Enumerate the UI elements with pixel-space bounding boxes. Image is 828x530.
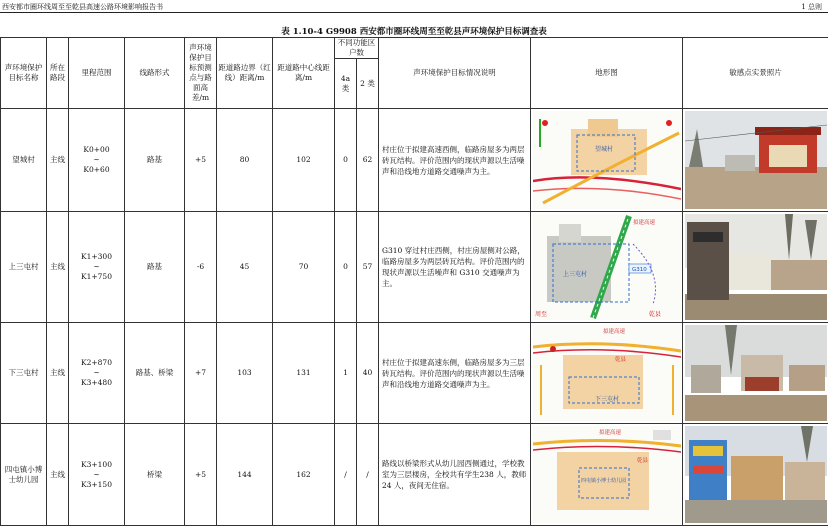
col-dist-center-header: 距道路中心线距离/m bbox=[273, 38, 335, 109]
dist-center: 162 bbox=[273, 424, 335, 526]
dist-edge: 80 bbox=[217, 109, 273, 212]
map-label: 上三屯村 bbox=[563, 271, 588, 278]
map-top-label: 拟建高速 bbox=[603, 329, 626, 335]
households-2: 57 bbox=[357, 212, 379, 323]
photo-cell bbox=[683, 323, 828, 424]
site-photo bbox=[685, 214, 827, 320]
col-segment-header: 所在路段 bbox=[47, 38, 69, 109]
mileage bbox=[69, 109, 125, 212]
mileage-end: K3+480 bbox=[81, 378, 112, 387]
road-form: 桥梁 bbox=[125, 424, 185, 526]
road-form: 路基 bbox=[125, 109, 185, 212]
col-4a-header: 4a 类 bbox=[335, 59, 357, 109]
map-top-label: 拟建高速 bbox=[633, 220, 656, 226]
description: 路线以桥梁形式从幼儿园西侧通过，学校教室为三层楼房，全校共有学生238 人，教师 24 人，夜间无住宿。 bbox=[379, 424, 531, 526]
table-row bbox=[1, 424, 828, 526]
table-row bbox=[1, 109, 828, 212]
mileage bbox=[69, 212, 125, 323]
col-desc-header: 声环境保护目标情况说明 bbox=[379, 38, 531, 109]
page-header bbox=[0, 0, 828, 14]
dist-edge: 45 bbox=[217, 212, 273, 323]
header-chapter: 1 总则 bbox=[801, 3, 822, 11]
map-north-label: 周至 bbox=[535, 311, 548, 318]
map-cell bbox=[531, 424, 683, 526]
col-form-header: 线路形式 bbox=[125, 38, 185, 109]
terrain-map bbox=[533, 325, 681, 421]
map-cell bbox=[531, 212, 683, 323]
description: 村庄位于拟建高速西侧，临路房屋多为两层砖瓦结构。评价范围内的现状声源以生活噪声和沿线地方道路交通噪声为主。 bbox=[379, 109, 531, 212]
households-4a: 0 bbox=[335, 212, 357, 323]
map-cell bbox=[531, 323, 683, 424]
height-diff: -6 bbox=[185, 212, 217, 323]
road-form: 路基 bbox=[125, 212, 185, 323]
height-diff: +5 bbox=[185, 424, 217, 526]
photo-cell bbox=[683, 424, 828, 526]
segment: 主线 bbox=[47, 212, 69, 323]
households-4a: / bbox=[335, 424, 357, 526]
households-4a: 0 bbox=[335, 109, 357, 212]
height-diff: +7 bbox=[185, 323, 217, 424]
households-2: / bbox=[357, 424, 379, 526]
target-name: 望城村 bbox=[1, 109, 47, 212]
col-mileage-header: 里程范围 bbox=[69, 38, 125, 109]
target-name: 下三屯村 bbox=[1, 323, 47, 424]
mileage-end: K3+150 bbox=[81, 479, 112, 489]
table-row bbox=[1, 323, 828, 424]
header-doc-title: 西安都市圈环线周至至乾县高速公路环境影响报告书 bbox=[2, 3, 163, 11]
map-label: 望城村 bbox=[595, 146, 614, 153]
mileage-tilde: ~ bbox=[93, 469, 100, 479]
photo-cell bbox=[683, 109, 828, 212]
terrain-map bbox=[533, 111, 681, 209]
col-name-header: 声环境保护目标名称 bbox=[1, 38, 47, 109]
households-4a: 1 bbox=[335, 323, 357, 424]
dist-edge: 144 bbox=[217, 424, 273, 526]
mileage-start: K3+100 bbox=[81, 459, 112, 469]
map-road-label: G310 bbox=[632, 267, 647, 273]
terrain-map bbox=[533, 426, 681, 523]
target-name: 四屯镇小博士幼儿园 bbox=[1, 424, 47, 526]
dist-center: 102 bbox=[273, 109, 335, 212]
height-diff: +5 bbox=[185, 109, 217, 212]
noise-target-table bbox=[0, 37, 828, 526]
segment: 主线 bbox=[47, 424, 69, 526]
dist-center: 70 bbox=[273, 212, 335, 323]
map-south-label: 乾县 bbox=[649, 311, 662, 318]
households-2: 40 bbox=[357, 323, 379, 424]
households-2: 62 bbox=[357, 109, 379, 212]
road-form: 路基、桥梁 bbox=[125, 323, 185, 424]
mileage-end: K0+60 bbox=[83, 165, 110, 174]
mileage-start: K0+00 bbox=[83, 145, 110, 154]
map-label: 下三屯村 bbox=[595, 396, 620, 403]
segment: 主线 bbox=[47, 109, 69, 212]
mileage-tilde: ~ bbox=[93, 368, 100, 377]
col-height-header: 声环境保护目标预测点与路面高差/m bbox=[185, 38, 217, 109]
mileage bbox=[69, 323, 125, 424]
mileage bbox=[69, 424, 125, 526]
site-photo bbox=[685, 325, 827, 421]
table-caption: 表 1.10-4 G9908 西安都市圈环线周至至乾县声环境保护目标调查表 bbox=[281, 27, 547, 37]
map-top-label: 拟建高速 bbox=[599, 430, 622, 436]
col-photo-header: 敏感点实景照片 bbox=[683, 38, 828, 109]
mileage-start: K1+300 bbox=[81, 252, 112, 261]
terrain-map bbox=[533, 214, 681, 320]
mileage-start: K2+870 bbox=[81, 358, 112, 367]
map-cell bbox=[531, 109, 683, 212]
site-photo bbox=[685, 426, 827, 523]
mileage-tilde: ~ bbox=[93, 155, 100, 164]
header-rule bbox=[0, 12, 828, 13]
header-row-1 bbox=[1, 38, 828, 59]
description: G310 穿过村庄西侧，村庄房屋侧对公路，临路房屋多为两层砖瓦结构。评价范围内的现状声源以生活噪声和 G310 交通噪声为主。 bbox=[379, 212, 531, 323]
col-2-header: 2 类 bbox=[357, 59, 379, 109]
segment: 主线 bbox=[47, 323, 69, 424]
table-row bbox=[1, 212, 828, 323]
mileage-tilde: ~ bbox=[93, 262, 100, 271]
col-households-header: 不同功能区户数 bbox=[335, 38, 379, 59]
map-south-label: 乾县 bbox=[615, 357, 627, 363]
target-name: 上三屯村 bbox=[1, 212, 47, 323]
map-label: 四屯镇小博士幼儿园 bbox=[581, 478, 627, 484]
dist-edge: 103 bbox=[217, 323, 273, 424]
dist-center: 131 bbox=[273, 323, 335, 424]
col-map-header: 地形图 bbox=[531, 38, 683, 109]
mileage-end: K1+750 bbox=[81, 272, 112, 281]
description: 村庄位于拟建高速东侧，临路房屋多为三层砖瓦结构。评价范围内的现状声源以生活噪声和沿线地方道路交通噪声为主。 bbox=[379, 323, 531, 424]
site-photo bbox=[685, 111, 827, 209]
col-dist-edge-header: 距道路边界（红线）距离/m bbox=[217, 38, 273, 109]
map-south-label: 乾县 bbox=[637, 458, 649, 464]
photo-cell bbox=[683, 212, 828, 323]
